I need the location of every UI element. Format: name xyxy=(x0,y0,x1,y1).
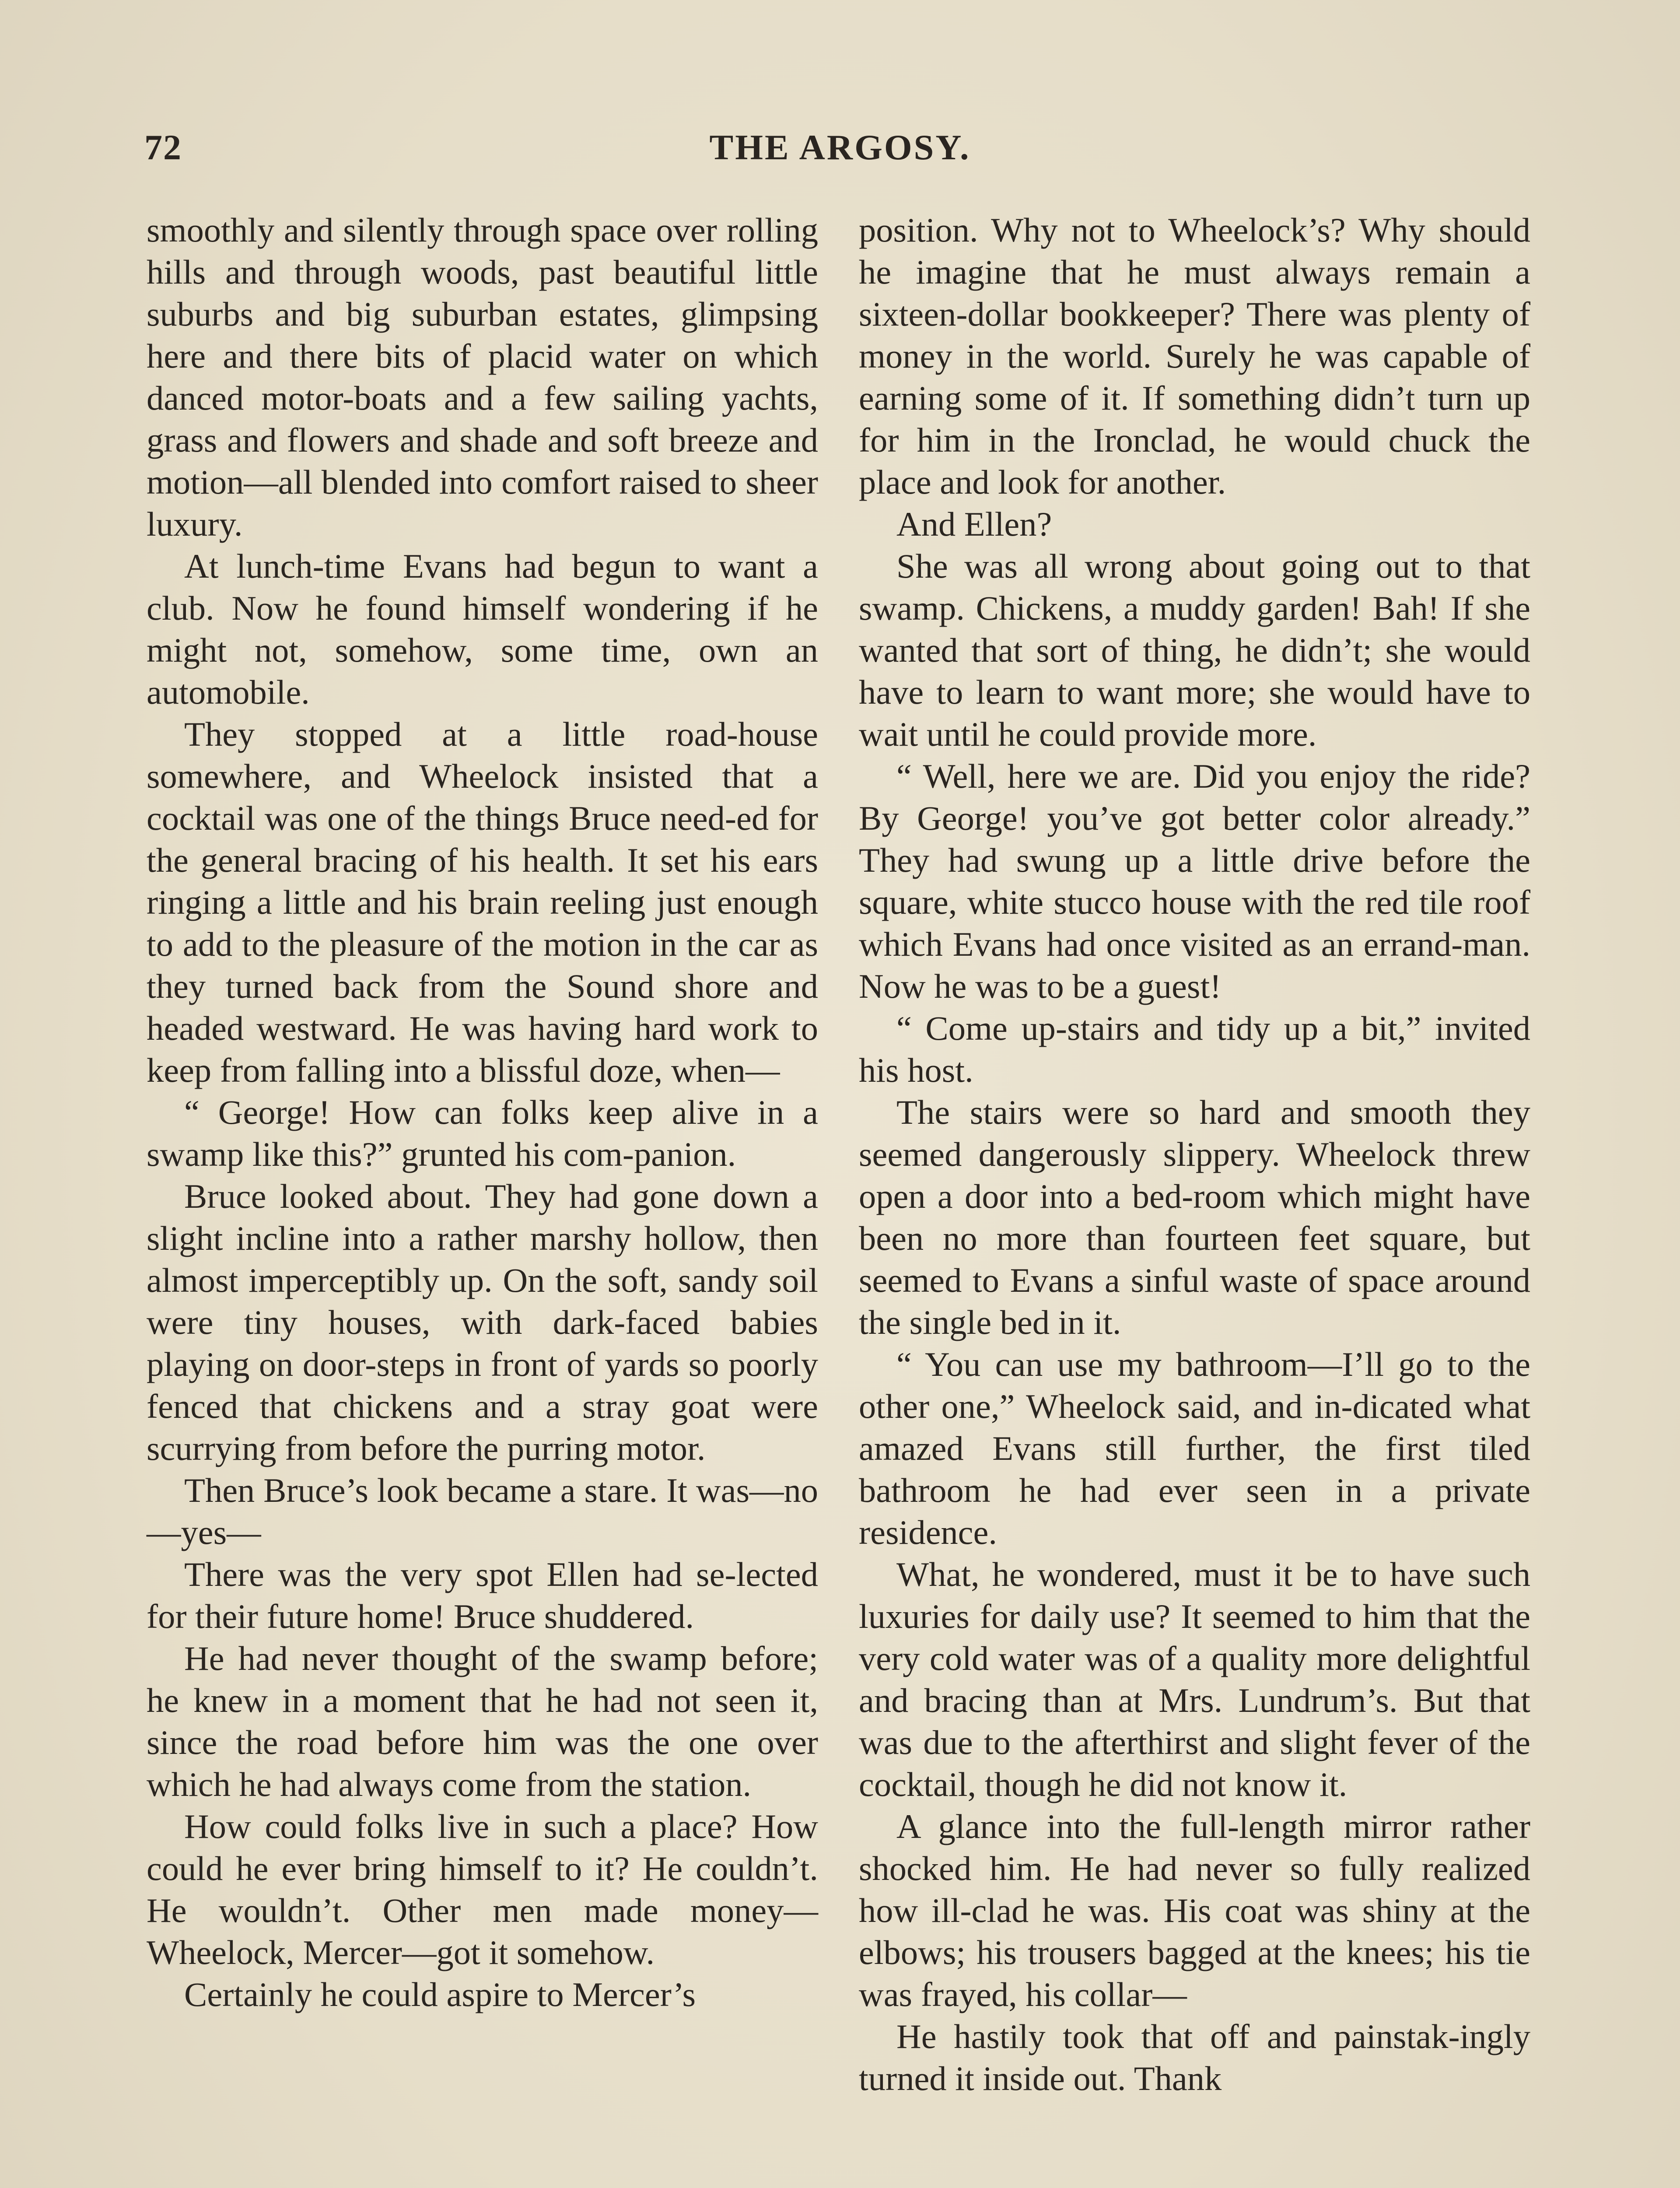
paragraph: Bruce looked about. They had gone down a slight incline into a rather marshy hollow, then almost imperceptibly up. On the soft, sandy soil were tiny houses, with dark-faced babies playing on door-steps in front of yards so poorly fenced that chickens and a stray goat were scurrying from before the purring motor. xyxy=(147,1177,818,1467)
paragraph: And Ellen? xyxy=(896,505,1052,543)
paragraph: How could folks live in such a place? How could he ever bring himself to it? He couldn’t. He wouldn’t. Other men made money—Wheelock, Mercer—got it somehow. xyxy=(147,1807,818,1971)
running-title: THE ARGOSY. xyxy=(709,127,971,167)
paragraph: She was all wrong about going out to that swamp. Chickens, a muddy garden! Bah! If she wanted that sort of thing, he didn’t; she would have to learn to want more; she would have to wait until he could provide more. xyxy=(859,547,1530,753)
paragraph: There was the very spot Ellen had se-lected for their future home! Bruce shuddered. xyxy=(147,1555,818,1635)
paragraph: Then Bruce’s look became a stare. It was—no—yes— xyxy=(147,1471,818,1551)
paragraph: “ George! How can folks keep alive in a swamp like this?” grunted his com-panion. xyxy=(147,1093,818,1173)
paragraph: “ Well, here we are. Did you enjoy the ride? By George! you’ve got better color already.” They had swung up a little drive before the square, white stucco house with the red tile roof which Evans had once visited as an errand-man. Now he was to be a guest! xyxy=(859,757,1530,1005)
left-column xyxy=(147,209,818,2016)
right-column xyxy=(859,209,1530,2100)
paragraph: “ Come up-stairs and tidy up a bit,” invited his host. xyxy=(859,1009,1530,1089)
paragraph: A glance into the full-length mirror rather shocked him. He had never so fully realized how ill-clad he was. His coat was shiny at the elbows; his trousers bagged at the knees; his tie was frayed, his collar— xyxy=(859,1807,1530,2013)
paragraph: smoothly and silently through space over rolling hills and through woods, past beautiful little suburbs and big suburban estates, glimpsing here and there bits of placid water on which danced motor-boats and a few sailing yachts, grass and flowers and shade and soft breeze and motion—all blended into comfort raised to sheer luxury. xyxy=(147,211,818,543)
paragraph: position. Why not to Wheelock’s? Why should he imagine that he must always remain a sixteen-dollar bookkeeper? There was plenty of money in the world. Surely he was capable of earning some of it. If something didn’t turn up for him in the Ironclad, he would chuck the place and look for another. xyxy=(859,211,1530,501)
paragraph: They stopped at a little road-house somewhere, and Wheelock insisted that a cocktail was one of the things Bruce need-ed for the general bracing of his health. It set his ears ringing a little and his brain reeling just enough to add to the pleasure of the motion in the car as they turned back from the Sound shore and headed westward. He was having hard work to keep from falling into a blissful doze, when— xyxy=(147,715,818,1089)
paragraph: What, he wondered, must it be to have such luxuries for daily use? It seemed to him that the very cold water was of a quality more delightful and bracing than at Mrs. Lundrum’s. But that was due to the afterthirst and slight fever of the cocktail, though he did not know it. xyxy=(859,1555,1530,1803)
page-header xyxy=(144,127,1536,179)
paragraph: The stairs were so hard and smooth they seemed dangerously slippery. Wheelock threw open a door into a bed-room which might have been no more than fourteen feet square, but seemed to Evans a sinful waste of space around the single bed in it. xyxy=(859,1093,1530,1341)
page-number: 72 xyxy=(144,127,182,167)
paragraph: He hastily took that off and painstak-ingly turned it inside out. Thank xyxy=(859,2017,1530,2097)
paragraph: He had never thought of the swamp before; he knew in a moment that he had not seen it, since the road before him was the one over which he had always come from the station. xyxy=(147,1639,818,1803)
paragraph: At lunch-time Evans had begun to want a club. Now he found himself wondering if he might not, somehow, some time, own an automobile. xyxy=(147,547,818,711)
paragraph: Certainly he could aspire to Mercer’s xyxy=(184,1975,696,2013)
paragraph: “ You can use my bathroom—I’ll go to the other one,” Wheelock said, and in-dicated what amazed Evans still further, the first tiled bathroom he had ever seen in a private residence. xyxy=(859,1345,1530,1551)
